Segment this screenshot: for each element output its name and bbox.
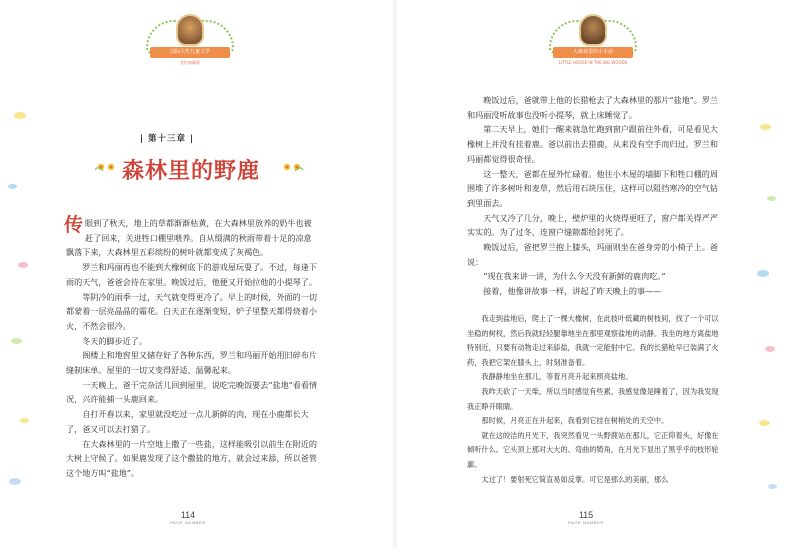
chapter-title: 森林里的野鹿 [122,158,261,184]
story-text [467,312,723,487]
badge-subtitle: 美绘典藏版 [180,60,200,65]
right-body-text [467,93,723,299]
paragraph: 晚饭过后，爸把罗兰抱上膝头，玛丽则坐在爸身旁的小椅子上。爸说： [467,242,718,267]
badge-subtitle: LITTLE HOUSE IN THE BIG WOODS [558,60,628,65]
confetti-dot [768,484,777,489]
paragraph: 在大森林里的一片空地上撒了一些盐，这样能吸引以前生在附近的大树上守候了。如果鹿发现了这个撒盐的地方，就会过来舔，所以爸管这个地方叫“盐地”。 [66,438,317,478]
confetti-dot [18,262,28,268]
story-paragraph: 我走到盐地后，爬上了一棵大橡树，在此枝叶低藏的树枝间，找了一个可以坐稳的树杈，然后我就轻轻腿靠地坐在那里观察盐地的动静。我坐的地方离盐地特别近，只要有动物走过来舔盐，我就一定能射中它。我的长猎枪早已装满了火药，我把它架在膝头上，时刻准备着。 [467,314,719,367]
confetti-dot [9,478,21,485]
badge-ribbon: 大森林里的小木屋 [553,47,633,58]
paragraph: 天气又冷了几分，晚上，壁炉里的火烧得更旺了，窗户都关得严严实实的。为了过冬，连窗户缝隙都给封死了。 [467,212,718,238]
confetti-dot [14,112,26,119]
paragraph: 罗兰和玛丽再也不能到大橡树底下的游戏屋玩耍了。不过，每逢下雨的天气，爸爸会待在家里。晚饭过后，他便又开始拉他的小提琴了。 [66,262,317,287]
flower-ornament-icon [280,160,304,174]
story-paragraph: 就在这皎洁的月光下，我突然看见一头野鹿站在那儿，它正仰着头，好像在倾听什么。它头顶上那对大大的、弯曲的犄角，在月光下显出了黑乎乎的枝形轮廓。 [467,430,719,469]
page-number: 115 PAGE NUMBER [556,510,616,526]
confetti-dot [759,420,770,426]
story-paragraph: 我昨天砍了一天柴，所以当时感觉有些累，我感觉像是睡着了，因为我发现我正睁开眼睛。 [467,386,719,411]
paragraph: 晚饭过后，爸就带上他的长猎枪去了大森林里的那片“盐地”。罗兰和玛丽没听故事也没听小提琴，就上床睡觉了。 [467,95,719,120]
flower-ornament-icon [94,160,118,174]
portrait-icon [176,14,204,46]
paragraph: 冬天的脚步近了。 [82,335,147,346]
paragraph: 接着，他像讲故事一样，讲起了昨天晚上的事—— [483,286,662,297]
page-number: 114 PAGE NUMBER [158,510,218,526]
confetti-dot [20,418,29,423]
paragraph: 阁楼上和地窖里又储存好了各种东西，罗兰和玛丽开始用旧碎布片缝制床单。屋里的一切又变得舒适、温馨起来。 [66,350,317,376]
paragraph: “现在我来讲一讲，为什么今天没有新鲜的鹿肉吃。” [483,271,666,282]
drop-cap: 传 [64,214,84,236]
chapter-label: | 第十三章 | [140,134,195,144]
confetti-dot [11,338,22,344]
paragraph: 自打开春以来，家里就没吃过一点儿新鲜的肉，现在小鹿都长大了，爸又可以去打猎了。 [66,409,309,434]
paragraph: 第二天早上，她们一醒来就急忙跑到窗户跟前往外看，可是看见大橡树上并没有挂着鹿。爸以前出去猎鹿，从来没有空手而归过。罗兰和玛丽都觉得很奇怪。 [467,124,718,164]
badge-ribbon: 国际大奖儿童文学 [150,47,230,58]
confetti-dot [765,346,775,352]
paragraph: 一天晚上，爸干完杂活儿回到屋里，说吃完晚饭要去“盐地”看看情况，兴许能捕一头鹿回来。 [66,379,318,405]
paragraph: 传眼到了秋天，地上的草都渐渐枯黄，在大森林里放养的奶牛也被赶了回来，关进牲口棚里喂养。自从缀满的秋雨带着十足的凉意飘落下来，大森林里五彩缤纷的树叶就都变成了灰褐色。 [64,214,312,258]
series-badge [140,14,240,72]
right-page [395,0,790,549]
confetti-dot [767,196,776,201]
confetti-dot [760,124,771,130]
story-paragraph: 我静静地坐在那儿，等着月亮升起来照亮盐地。 [481,372,633,382]
page-number-label: PAGE NUMBER [568,520,604,525]
confetti-dot [8,184,17,189]
story-paragraph: 太过了！要射死它简直易如反掌。可它是那么的美丽，那么 [481,474,669,484]
page-number-label: PAGE NUMBER [170,520,206,525]
paragraph: 等阴冷的雨季一过，天气就变得更冷了。早上的时候，外面的一切都蒙着一层亮晶晶的霜花。白天正在逐渐变短，炉子里整天都得烧着小火，不然会很冷。 [66,291,317,331]
story-paragraph: 那时候，月亮正在升起来，我看到它挂在树梢处的天空中。 [481,416,669,426]
deer-portrait-icon [579,14,607,46]
series-badge [543,14,643,72]
left-body-text [66,216,319,481]
confetti-dot [757,270,769,277]
paragraph: 这一整天，爸都在屋外忙碌着。他往小木屋的墙脚下和牲口棚的周围堆了许多树叶和麦草，然后用石块压住，这样可以阻挡寒冷的空气钻到里面去。 [467,168,718,208]
